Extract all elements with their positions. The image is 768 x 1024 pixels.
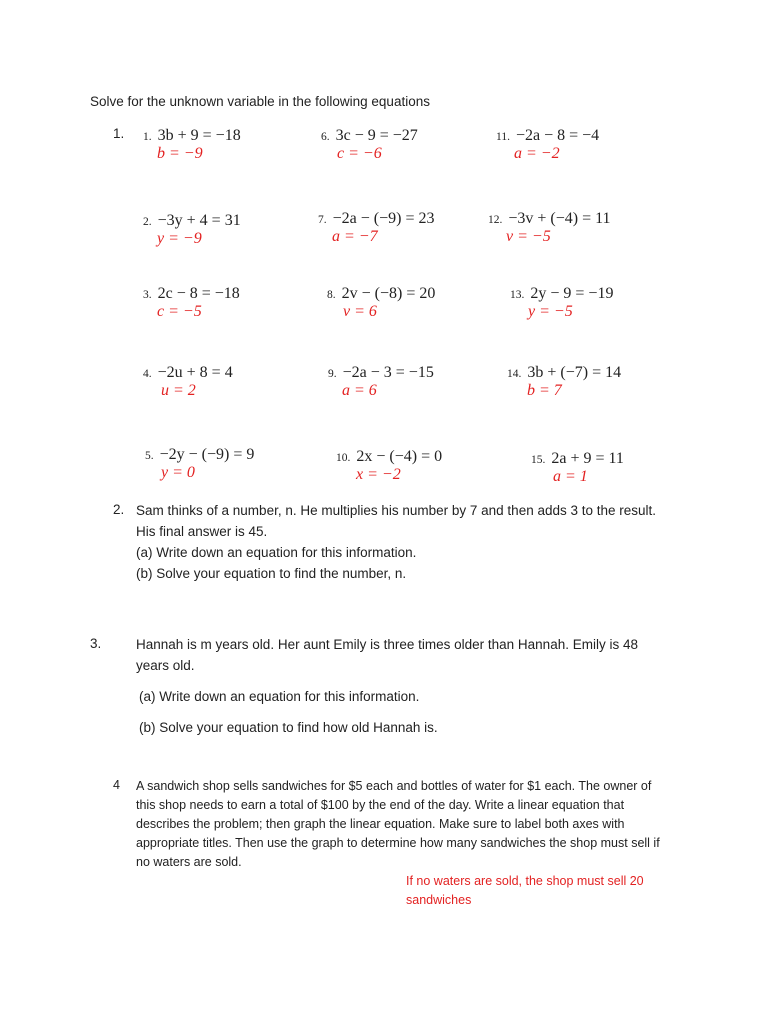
equation-expression: −3y + 4 = 31: [157, 212, 241, 229]
question-3-text: [136, 634, 638, 676]
equation-6: [321, 127, 418, 162]
equation-7: [318, 210, 434, 245]
equation-number: 4.: [143, 368, 152, 380]
equation-answer: a = 1: [553, 468, 588, 485]
equation-expression: −3v + (−4) = 11: [508, 210, 611, 227]
question-2-line: Sam thinks of a number, n. He multiplies his number by 7 and then adds 3 to the result.: [136, 503, 657, 518]
question-3-line: Hannah is m years old. Her aunt Emily is three times older than Hannah. Emily is 48: [136, 637, 638, 652]
equation-number: 9.: [328, 368, 337, 380]
question-3-line: years old.: [136, 658, 195, 673]
question-4-label: 4: [113, 778, 120, 792]
equation-expression: 2x − (−4) = 0: [356, 448, 443, 465]
equation-number: 14.: [507, 368, 522, 380]
equation-answer: y = −5: [528, 303, 573, 320]
equation-expression: 3b + 9 = −18: [157, 127, 241, 144]
equation-answer: c = −5: [157, 303, 202, 320]
equation-number: 6.: [321, 131, 330, 143]
equation-expression: −2y − (−9) = 9: [159, 446, 255, 463]
question-4-answer-line: sandwiches: [406, 893, 472, 907]
equation-expression: 3b + (−7) = 14: [527, 364, 622, 381]
equation-answer: v = 6: [343, 303, 377, 320]
equation-answer: a = −7: [332, 228, 378, 245]
equation-10: [336, 448, 442, 483]
equation-2: [143, 212, 241, 247]
question-4-answer: [406, 872, 644, 910]
instruction-text: Solve for the unknown variable in the following equations: [90, 94, 430, 109]
equation-number: 3.: [143, 289, 152, 301]
question-2-part-b: (b) Solve your equation to find the number, n.: [136, 566, 407, 581]
equation-number: 10.: [336, 452, 351, 464]
equation-12: [488, 210, 611, 245]
equation-answer: y = −9: [157, 230, 202, 247]
equation-expression: −2a − (−9) = 23: [332, 210, 435, 227]
equation-expression: 2a + 9 = 11: [551, 450, 624, 467]
equation-number: 8.: [327, 289, 336, 301]
question-1-label: 1.: [113, 126, 125, 141]
equation-expression: 2y − 9 = −19: [530, 285, 614, 302]
equation-answer: v = −5: [506, 228, 551, 245]
question-2-label: 2.: [113, 502, 125, 517]
equation-number: 5.: [145, 450, 154, 462]
equation-number: 1.: [143, 131, 152, 143]
equation-answer: b = 7: [527, 382, 562, 399]
question-3-label: 3.: [90, 636, 102, 651]
question-2-line: His final answer is 45.: [136, 524, 268, 539]
equation-answer: a = 6: [342, 382, 377, 399]
question-3-part-a: (a) Write down an equation for this information.: [139, 689, 420, 704]
equation-number: 13.: [510, 289, 525, 301]
equation-answer: a = −2: [514, 145, 560, 162]
equation-4: [143, 364, 233, 399]
equation-answer: y = 0: [161, 464, 195, 481]
question-3-part-b: (b) Solve your equation to find how old Hannah is.: [139, 720, 438, 735]
question-4-line: A sandwich shop sells sandwiches for $5 each and bottles of water for $1 each. The owner of: [136, 779, 652, 793]
equation-answer: x = −2: [356, 466, 401, 483]
equation-expression: −2a − 3 = −15: [342, 364, 434, 381]
equation-number: 2.: [143, 216, 152, 228]
question-4-answer-line: If no waters are sold, the shop must sell 20: [406, 874, 644, 888]
equation-expression: 3c − 9 = −27: [335, 127, 418, 144]
equation-expression: −2u + 8 = 4: [157, 364, 233, 381]
equation-8: [327, 285, 435, 320]
equation-answer: b = −9: [157, 145, 203, 162]
equation-number: 12.: [488, 214, 503, 226]
question-4-line: this shop needs to earn a total of $100 by the end of the day. Write a linear equation that: [136, 798, 625, 812]
equation-answer: u = 2: [161, 382, 196, 399]
equation-13: [510, 285, 613, 320]
equation-5: [145, 446, 254, 481]
equation-9: [328, 364, 434, 399]
equation-number: 7.: [318, 214, 327, 226]
question-2-text: [136, 500, 656, 584]
question-4-line: describes the problem; then graph the linear equation. Make sure to label both axes with: [136, 817, 625, 831]
equation-expression: 2c − 8 = −18: [157, 285, 240, 302]
equation-expression: 2v − (−8) = 20: [341, 285, 436, 302]
question-2-part-a: (a) Write down an equation for this information.: [136, 545, 417, 560]
equation-15: [531, 450, 624, 485]
equation-number: 15.: [531, 454, 546, 466]
equation-1: [143, 127, 241, 162]
equation-number: 11.: [496, 131, 510, 143]
equation-answer: c = −6: [337, 145, 382, 162]
question-4-text: [136, 777, 660, 872]
equation-14: [507, 364, 621, 399]
equation-11: [496, 127, 599, 162]
question-4-line: appropriate titles. Then use the graph to determine how many sandwiches the shop must sell if: [136, 836, 660, 850]
equation-3: [143, 285, 240, 320]
equation-expression: −2a − 8 = −4: [515, 127, 600, 144]
question-4-line: no waters are sold.: [136, 855, 242, 869]
